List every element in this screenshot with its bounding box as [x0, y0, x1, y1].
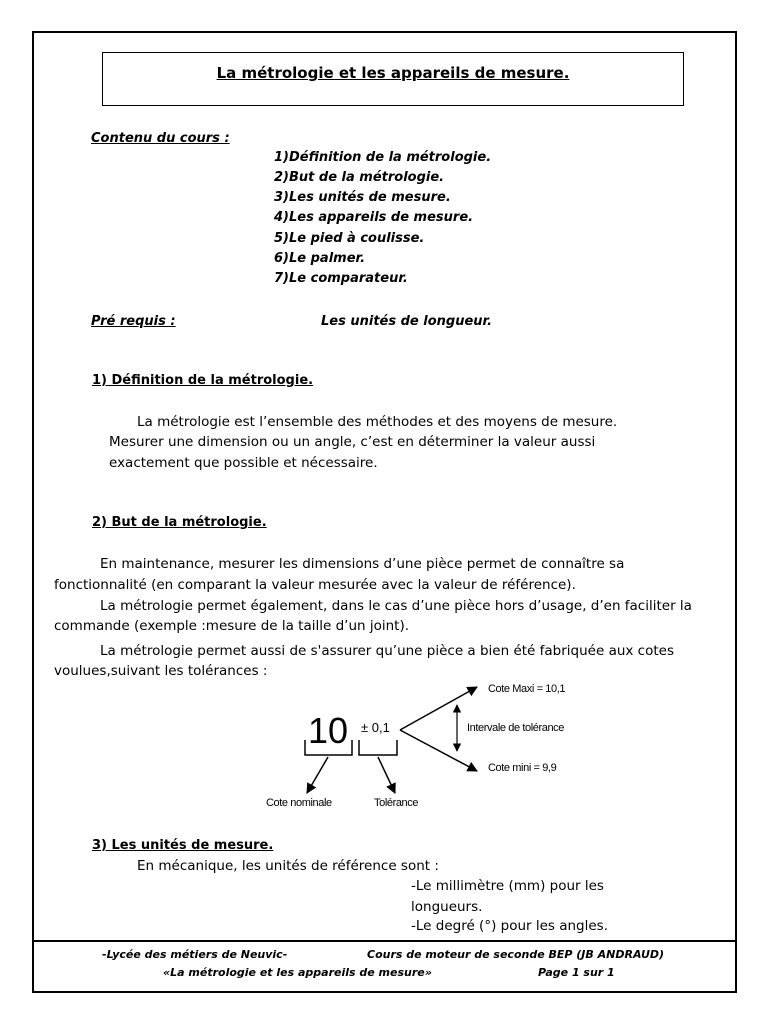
contents-heading: Contenu du cours : [91, 131, 230, 146]
footer-doc-title: «La métrologie et les appareils de mesure» [163, 966, 432, 979]
page-title: La métrologie et les appareils de mesure. [216, 64, 570, 82]
toc-item: 7)Le comparateur. [274, 271, 408, 286]
interval-label: Intervale de tolérance [467, 722, 564, 734]
cote-mini-label: Cote mini = 9,9 [488, 762, 557, 774]
section3-item: -Le degré (°) pour les angles. [411, 918, 609, 934]
max-arrow [400, 687, 477, 730]
toc-item: 6)Le palmer. [274, 251, 366, 266]
tolerance-label: Tolérance [374, 797, 419, 809]
section2-line: fonctionnalité (en comparant la valeur mesurée avec la valeur de référence). [54, 577, 576, 593]
section1-line: Mesurer une dimension ou un angle, c’est en déterminer la valeur aussi [109, 434, 596, 450]
footer-page: Page 1 sur 1 [538, 966, 615, 979]
footer-course: Cours de moteur de seconde BEP (JB ANDRAUD) [367, 948, 665, 961]
prereq-label: Pré requis : [91, 314, 176, 329]
section3-intro: En mécanique, les unités de référence sont : [137, 858, 439, 874]
tolerance-arrow [378, 757, 395, 793]
toc-item: 4)Les appareils de mesure. [274, 210, 474, 225]
section3-item: longueurs. [411, 899, 483, 915]
section1-line: exactement que possible et nécessaire. [109, 455, 378, 471]
section3-item: -Le millimètre (mm) pour les [411, 878, 604, 894]
section1-heading: 1) Définition de la métrologie. [92, 373, 314, 388]
tolerance-bracket [359, 740, 397, 755]
section1-line: La métrologie est l’ensemble des méthodes et des moyens de mesure. [137, 414, 618, 430]
toc-item: 1)Définition de la métrologie. [274, 150, 492, 165]
section2-line: La métrologie permet aussi de s'assurer qu’une pièce a bien été fabriquée aux cotes [100, 643, 675, 659]
section2-line: commande (exemple :mesure de la taille d’un joint). [54, 618, 410, 634]
section2-line: La métrologie permet également, dans le cas d’une pièce hors d’usage, d’en faciliter la [100, 598, 692, 614]
nominal-value: 10 [308, 710, 349, 751]
section2-line: voulues,suivant les tolérances : [54, 663, 268, 679]
nominal-arrow [307, 757, 328, 793]
section2-heading: 2) But de la métrologie. [92, 515, 267, 530]
toc-item: 2)But de la métrologie. [274, 170, 445, 185]
footer-divider [32, 940, 737, 942]
min-arrow [400, 730, 477, 771]
toc-item: 5)Le pied à coulisse. [274, 231, 425, 246]
section2-line: En maintenance, mesurer les dimensions d’une pièce permet de connaître sa [100, 556, 625, 572]
cote-nominale-label: Cote nominale [266, 797, 332, 809]
cote-maxi-label: Cote Maxi = 10,1 [488, 683, 566, 695]
prereq-value: Les unités de longueur. [321, 314, 493, 329]
toc-item: 3)Les unités de mesure. [274, 190, 451, 205]
section3-heading: 3) Les unités de mesure. [92, 838, 274, 853]
tolerance-value: ± 0,1 [361, 720, 390, 735]
footer-school: -Lycée des métiers de Neuvic- [102, 948, 288, 961]
